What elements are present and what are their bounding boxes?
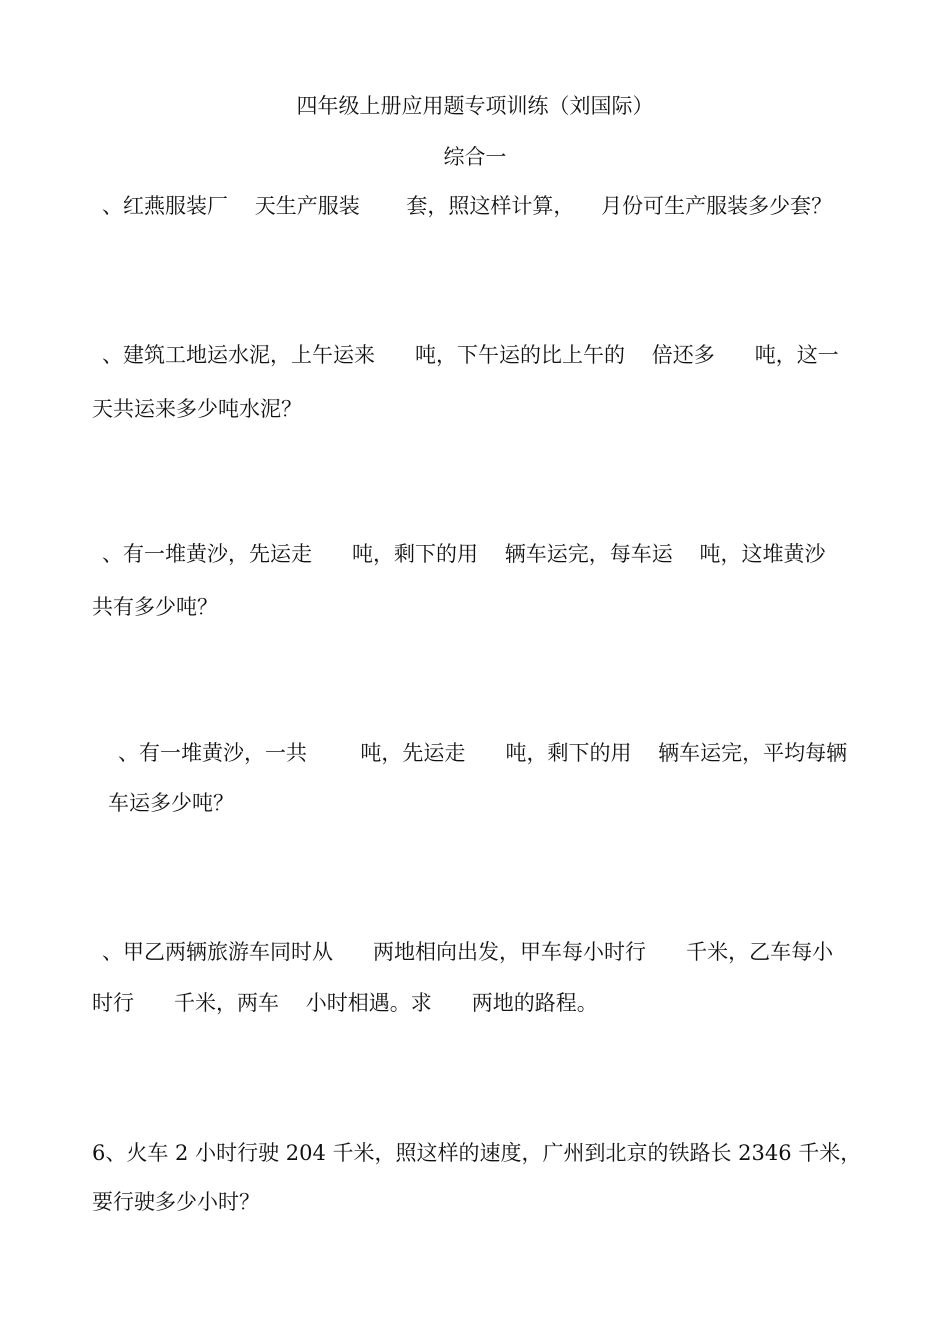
document-title: 四年级上册应用题专项训练（刘国际）: [296, 94, 654, 118]
document-subtitle: 综合一: [443, 145, 507, 169]
problem-2-line-1: 、建筑工地运水泥，上午运来 吨，下午运的比上午的 倍还多 吨，这一: [102, 343, 839, 367]
problem-3-line-2: 共有多少吨？: [92, 595, 218, 619]
problem-3-line-1: 、有一堆黄沙，先运走 吨，剩下的用 辆车运完，每车运 吨，这堆黄沙: [102, 542, 826, 566]
problem-6-line-1: 6、火车 2 小时行驶 204 千米，照这样的速度，广州到北京的铁路长 2346 千米，: [92, 1141, 862, 1165]
problem-4-line-1: 、有一堆黄沙，一共 吨，先运走 吨，剩下的用 辆车运完，平均每辆: [118, 741, 848, 765]
problem-2-line-2: 天共运来多少吨水泥？: [92, 397, 302, 421]
problem-6-line-2: 要行驶多少小时？: [92, 1190, 260, 1214]
problem-5-line-1: 、甲乙两辆旅游车同时从 两地相向出发，甲车每小时行 千米，乙车每小: [102, 940, 834, 964]
problem-4-line-2: 车运多少吨？: [108, 791, 234, 815]
problem-1-line-1: 、红燕服装厂 天生产服装 套，照这样计算， 月份可生产服装多少套？: [102, 194, 833, 218]
problem-5-line-2: 时行 千米，两车 小时相遇。求 两地的路程。: [92, 991, 598, 1015]
